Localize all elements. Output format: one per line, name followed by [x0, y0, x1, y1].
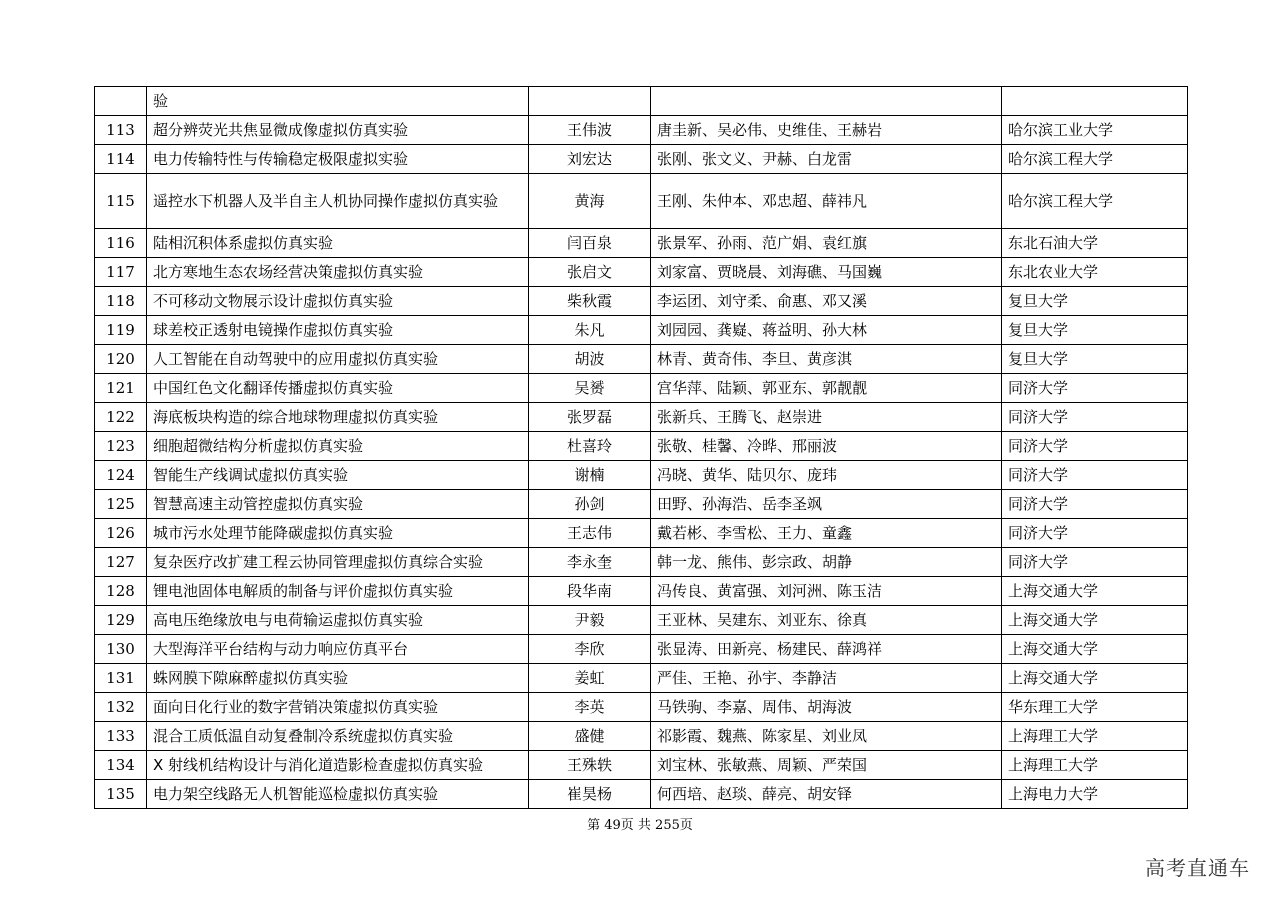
team-members: 戴若彬、李雪松、王力、童鑫 — [651, 519, 1002, 548]
table-row — [95, 548, 1188, 577]
project-leader: 闫百泉 — [529, 229, 651, 258]
university-name: 上海交通大学 — [1002, 664, 1188, 693]
project-leader: 李欣 — [529, 635, 651, 664]
university-name: 同济大学 — [1002, 461, 1188, 490]
project-leader: 段华南 — [529, 577, 651, 606]
project-leader: 姜虹 — [529, 664, 651, 693]
row-number: 116 — [95, 229, 147, 258]
row-number: 114 — [95, 145, 147, 174]
project-leader: 胡波 — [529, 345, 651, 374]
project-name: X 射线机结构设计与消化道造影检查虚拟仿真实验 — [147, 751, 529, 780]
table-row — [95, 374, 1188, 403]
row-number: 123 — [95, 432, 147, 461]
project-leader: 王志伟 — [529, 519, 651, 548]
project-name: 验 — [147, 87, 529, 116]
team-members: 宫华萍、陆颖、郭亚东、郭靓靓 — [651, 374, 1002, 403]
project-name: 电力架空线路无人机智能巡检虚拟仿真实验 — [147, 780, 529, 809]
table-row — [95, 490, 1188, 519]
row-number: 115 — [95, 174, 147, 229]
table-row — [95, 606, 1188, 635]
team-members: 马铁驹、李嘉、周伟、胡海波 — [651, 693, 1002, 722]
university-name: 上海理工大学 — [1002, 751, 1188, 780]
table-row — [95, 635, 1188, 664]
university-name: 东北石油大学 — [1002, 229, 1188, 258]
university-name: 上海电力大学 — [1002, 780, 1188, 809]
university-name: 复旦大学 — [1002, 345, 1188, 374]
team-members: 祁影霞、魏燕、陈家星、刘业凤 — [651, 722, 1002, 751]
page-footer: 第 49页 共 255页 — [587, 818, 693, 833]
row-number — [95, 87, 147, 116]
team-members: 何西培、赵琰、薛亮、胡安铎 — [651, 780, 1002, 809]
row-number: 135 — [95, 780, 147, 809]
table-row — [95, 345, 1188, 374]
team-members: 林青、黄奇伟、李旦、黄彦淇 — [651, 345, 1002, 374]
row-number: 118 — [95, 287, 147, 316]
project-leader: 谢楠 — [529, 461, 651, 490]
row-number: 129 — [95, 606, 147, 635]
table-row — [95, 577, 1188, 606]
project-table — [94, 86, 1188, 809]
table-row — [95, 780, 1188, 809]
table-row — [95, 316, 1188, 345]
table-row — [95, 519, 1188, 548]
table-row — [95, 693, 1188, 722]
university-name: 上海理工大学 — [1002, 722, 1188, 751]
project-leader: 柴秋霞 — [529, 287, 651, 316]
university-name: 上海交通大学 — [1002, 606, 1188, 635]
university-name: 同济大学 — [1002, 432, 1188, 461]
row-number: 120 — [95, 345, 147, 374]
university-name: 哈尔滨工程大学 — [1002, 145, 1188, 174]
team-members: 王刚、朱仲本、邓忠超、薛祎凡 — [651, 174, 1002, 229]
project-name: 锂电池固体电解质的制备与评价虚拟仿真实验 — [147, 577, 529, 606]
table-body — [95, 87, 1188, 809]
project-leader: 孙剑 — [529, 490, 651, 519]
table-row — [95, 258, 1188, 287]
row-number: 133 — [95, 722, 147, 751]
row-number: 122 — [95, 403, 147, 432]
university-name: 同济大学 — [1002, 374, 1188, 403]
project-leader: 盛健 — [529, 722, 651, 751]
university-name: 复旦大学 — [1002, 287, 1188, 316]
row-number: 119 — [95, 316, 147, 345]
project-leader: 黄海 — [529, 174, 651, 229]
university-name: 哈尔滨工业大学 — [1002, 116, 1188, 145]
project-leader: 王殊轶 — [529, 751, 651, 780]
project-leader: 尹毅 — [529, 606, 651, 635]
table-row — [95, 145, 1188, 174]
table-row — [95, 722, 1188, 751]
university-name: 同济大学 — [1002, 490, 1188, 519]
project-name: 海底板块构造的综合地球物理虚拟仿真实验 — [147, 403, 529, 432]
team-members — [651, 87, 1002, 116]
project-name: 陆相沉积体系虚拟仿真实验 — [147, 229, 529, 258]
project-name: 细胞超微结构分析虚拟仿真实验 — [147, 432, 529, 461]
row-number: 131 — [95, 664, 147, 693]
university-name: 同济大学 — [1002, 548, 1188, 577]
project-name: 智慧高速主动管控虚拟仿真实验 — [147, 490, 529, 519]
table-row — [95, 174, 1188, 229]
project-leader: 杜喜玲 — [529, 432, 651, 461]
university-name — [1002, 87, 1188, 116]
project-name: 面向日化行业的数字营销决策虚拟仿真实验 — [147, 693, 529, 722]
team-members: 刘家富、贾晓晨、刘海礁、马国巍 — [651, 258, 1002, 287]
team-members: 田野、孙海浩、岳李圣飒 — [651, 490, 1002, 519]
row-number: 121 — [95, 374, 147, 403]
row-number: 113 — [95, 116, 147, 145]
row-number: 126 — [95, 519, 147, 548]
team-members: 刘园园、龚嶷、蒋益明、孙大林 — [651, 316, 1002, 345]
table-row — [95, 664, 1188, 693]
table-row — [95, 116, 1188, 145]
team-members: 韩一龙、熊伟、彭宗政、胡静 — [651, 548, 1002, 577]
project-name: 城市污水处理节能降碳虚拟仿真实验 — [147, 519, 529, 548]
row-number: 125 — [95, 490, 147, 519]
team-members: 张景军、孙雨、范广娟、袁红旗 — [651, 229, 1002, 258]
row-number: 128 — [95, 577, 147, 606]
team-members: 张刚、张文义、尹赫、白龙雷 — [651, 145, 1002, 174]
table-row — [95, 432, 1188, 461]
project-name: 蛛网膜下隙麻醉虚拟仿真实验 — [147, 664, 529, 693]
project-name: 智能生产线调试虚拟仿真实验 — [147, 461, 529, 490]
project-name: 复杂医疗改扩建工程云协同管理虚拟仿真综合实验 — [147, 548, 529, 577]
row-number: 124 — [95, 461, 147, 490]
project-name: 人工智能在自动驾驶中的应用虚拟仿真实验 — [147, 345, 529, 374]
project-name: 电力传输特性与传输稳定极限虚拟实验 — [147, 145, 529, 174]
team-members: 张敬、桂馨、冷晔、邢丽波 — [651, 432, 1002, 461]
row-number: 130 — [95, 635, 147, 664]
watermark-text: 高考直通车 — [1145, 856, 1250, 880]
project-leader: 李英 — [529, 693, 651, 722]
project-leader: 朱凡 — [529, 316, 651, 345]
university-name: 复旦大学 — [1002, 316, 1188, 345]
project-name: 大型海洋平台结构与动力响应仿真平台 — [147, 635, 529, 664]
university-name: 同济大学 — [1002, 519, 1188, 548]
team-members: 张显涛、田新亮、杨建民、薛鸿祥 — [651, 635, 1002, 664]
team-members: 张新兵、王腾飞、赵崇进 — [651, 403, 1002, 432]
team-members: 冯晓、黄华、陆贝尔、庞玮 — [651, 461, 1002, 490]
team-members: 李运团、刘守柔、俞惠、邓又溪 — [651, 287, 1002, 316]
project-leader: 王伟波 — [529, 116, 651, 145]
table-row — [95, 87, 1188, 116]
row-number: 117 — [95, 258, 147, 287]
project-leader — [529, 87, 651, 116]
project-leader: 李永奎 — [529, 548, 651, 577]
row-number: 127 — [95, 548, 147, 577]
row-number: 132 — [95, 693, 147, 722]
project-name: 超分辨荧光共焦显微成像虚拟仿真实验 — [147, 116, 529, 145]
project-name: 不可移动文物展示设计虚拟仿真实验 — [147, 287, 529, 316]
project-leader: 吴赟 — [529, 374, 651, 403]
project-leader: 张罗磊 — [529, 403, 651, 432]
table-row — [95, 287, 1188, 316]
project-name: 高电压绝缘放电与电荷输运虚拟仿真实验 — [147, 606, 529, 635]
team-members: 唐圭新、吴必伟、史维佳、王赫岩 — [651, 116, 1002, 145]
university-name: 东北农业大学 — [1002, 258, 1188, 287]
project-name: 混合工质低温自动复叠制冷系统虚拟仿真实验 — [147, 722, 529, 751]
team-members: 冯传良、黄富强、刘河洲、陈玉洁 — [651, 577, 1002, 606]
team-members: 严佳、王艳、孙宇、李静洁 — [651, 664, 1002, 693]
project-name: 中国红色文化翻译传播虚拟仿真实验 — [147, 374, 529, 403]
team-members: 刘宝林、张敏燕、周颖、严荣国 — [651, 751, 1002, 780]
table-row — [95, 461, 1188, 490]
row-number: 134 — [95, 751, 147, 780]
table-row — [95, 403, 1188, 432]
project-leader: 崔昊杨 — [529, 780, 651, 809]
project-name: 遥控水下机器人及半自主人机协同操作虚拟仿真实验 — [147, 174, 529, 229]
project-name: 北方寒地生态农场经营决策虚拟仿真实验 — [147, 258, 529, 287]
team-members: 王亚林、吴建东、刘亚东、徐真 — [651, 606, 1002, 635]
university-name: 同济大学 — [1002, 403, 1188, 432]
university-name: 哈尔滨工程大学 — [1002, 174, 1188, 229]
table-row — [95, 229, 1188, 258]
university-name: 上海交通大学 — [1002, 635, 1188, 664]
table-row — [95, 751, 1188, 780]
university-name: 华东理工大学 — [1002, 693, 1188, 722]
project-leader: 刘宏达 — [529, 145, 651, 174]
project-leader: 张启文 — [529, 258, 651, 287]
project-name: 球差校正透射电镜操作虚拟仿真实验 — [147, 316, 529, 345]
university-name: 上海交通大学 — [1002, 577, 1188, 606]
